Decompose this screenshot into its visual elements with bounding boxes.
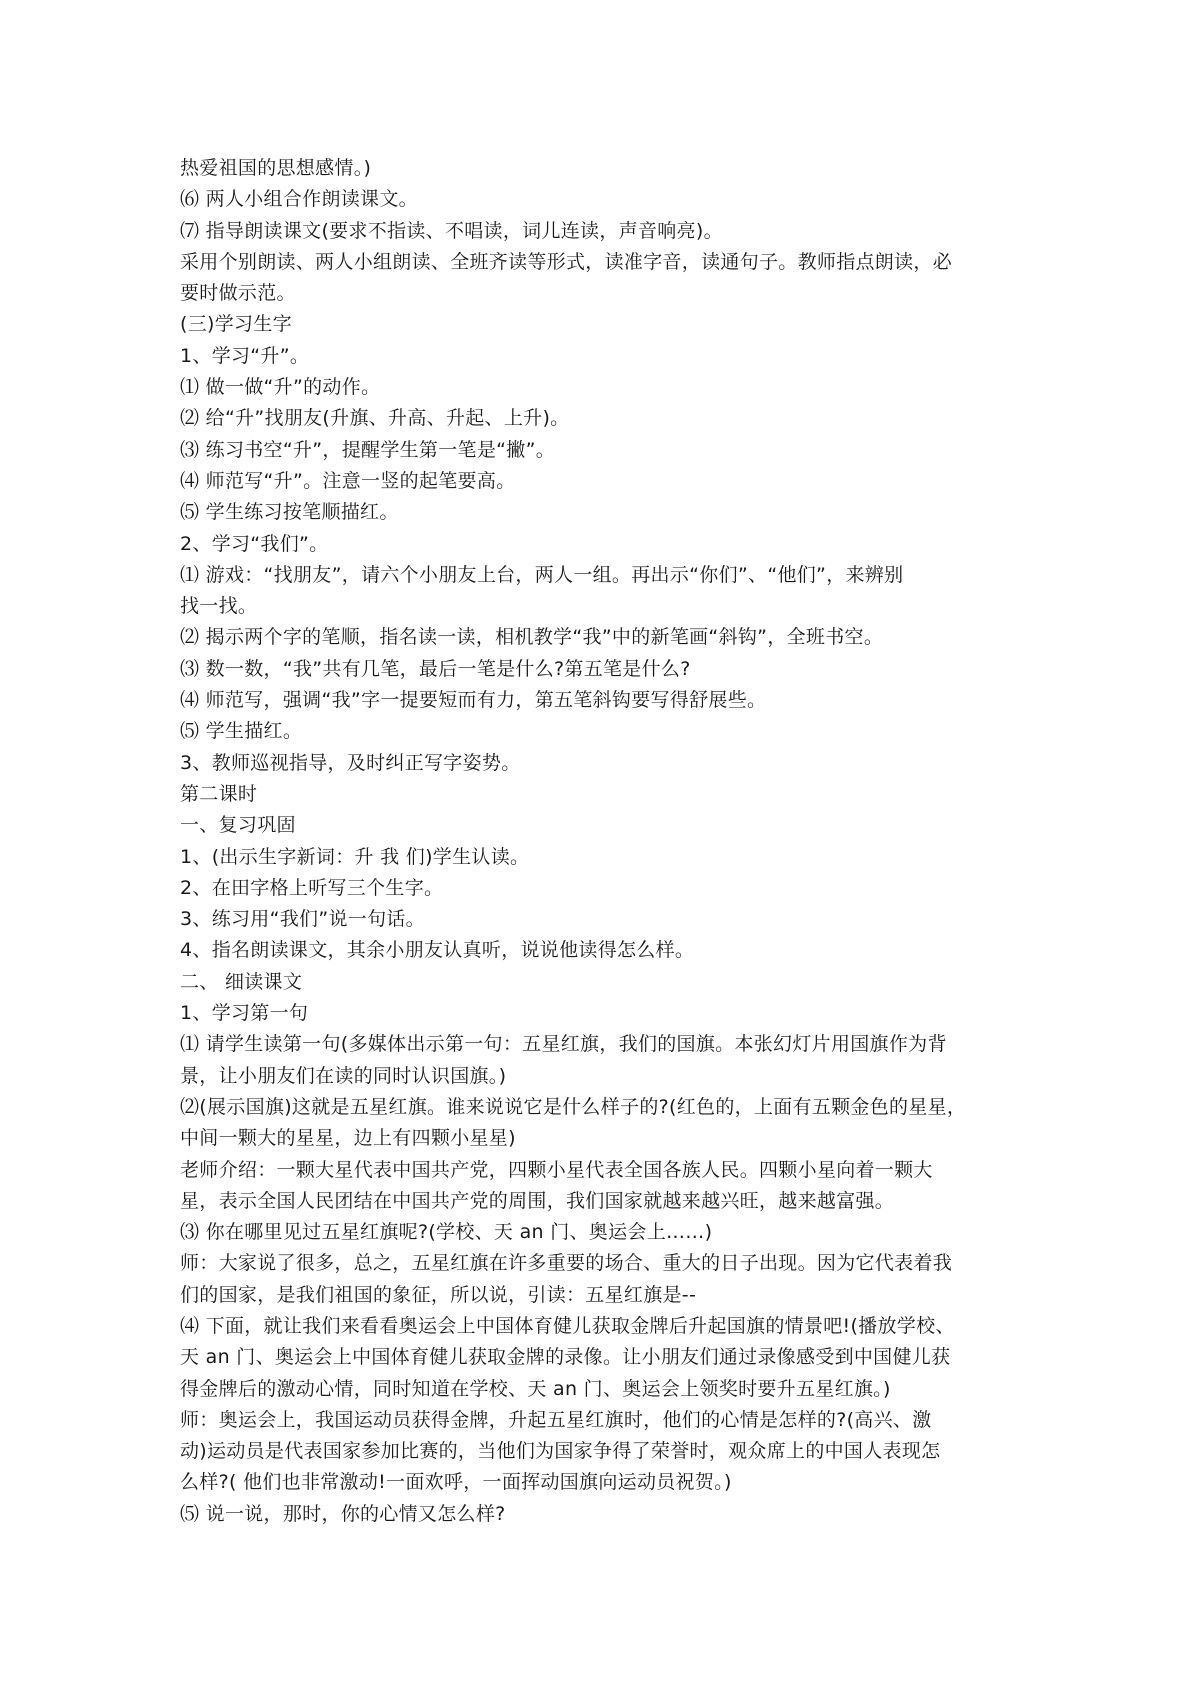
text-line: 得金牌后的激动心情，同时知道在学校、天 an 门、奥运会上领奖时要升五星红旗。) bbox=[180, 1377, 891, 1400]
text-line: 热爱祖国的思想感情。) bbox=[180, 157, 372, 179]
text-line: 们的国家，是我们祖国的象征，所以说，引读：五星红旗是-- bbox=[180, 1283, 697, 1306]
text-line: ⑷ 师范写“升”。注意一竖的起笔要高。 bbox=[180, 469, 516, 492]
text-line: ⑺ 指导朗读课文(要求不指读、不唱读，词儿连读，声音响亮)。 bbox=[180, 219, 723, 242]
text-line: ⑵ 揭示两个字的笔顺，指名读一读，相机教学“我”中的新笔画“斜钩”，全班书空。 bbox=[180, 626, 884, 649]
text-line: 4、指名朗读课文，其余小朋友认真听，说说他读得怎么样。 bbox=[180, 939, 695, 962]
text-line: 采用个别朗读、两人小组朗读、全班齐读等形式，读准字音，读通句子。教师指点朗读，必 bbox=[180, 250, 953, 273]
text-line: 3、教师巡视指导，及时纠正写字姿势。 bbox=[180, 751, 521, 774]
text-line: 找一找。 bbox=[180, 595, 258, 618]
text-line: ⑷ 下面，就让我们来看看奥运会上中国体育健儿获取金牌后升起国旗的情景吧!(播放学校、 bbox=[180, 1314, 955, 1337]
section-heading: 一、复习巩固 bbox=[180, 814, 296, 837]
text-line: 师：奥运会上，我国运动员获得金牌，升起五星红旗时，他们的心情是怎样的?(高兴、激 bbox=[180, 1408, 932, 1431]
text-line: ⑸ 学生练习按笔顺描红。 bbox=[180, 501, 399, 524]
text-line: 景，让小朋友们在读的同时认识国旗。) bbox=[180, 1064, 507, 1087]
text-line: ⑹ 两人小组合作朗读课文。 bbox=[180, 188, 418, 211]
text-line: ⑴ 做一做“升”的动作。 bbox=[180, 376, 381, 399]
text-line: ⑶ 练习书空“升”，提醒学生第一笔是“撇”。 bbox=[180, 438, 556, 461]
section-heading: 二、 细读课文 bbox=[180, 970, 303, 993]
section-heading: (三)学习生字 bbox=[180, 313, 292, 336]
text-line: ⑴ 游戏：“找朋友”，请六个小朋友上台，两人一组。再出示“你们”、“他们”，来辨别 bbox=[180, 563, 904, 586]
text-line: 1、(出示生字新词：升 我 们)学生认读。 bbox=[180, 845, 530, 868]
text-line: ⑵ 给“升”找朋友(升旗、升高、升起、上升)。 bbox=[180, 407, 570, 430]
section-heading: 第二课时 bbox=[180, 782, 258, 805]
text-line: ⑷ 师范写，强调“我”字一提要短而有力，第五笔斜钩要写得舒展些。 bbox=[180, 689, 767, 712]
text-line: 动)运动员是代表国家参加比赛的，当他们为国家争得了荣誉时，观众席上的中国人表现怎 bbox=[180, 1440, 941, 1463]
text-line: 老师介绍：一颗大星代表中国共产党，四颗小星代表全国各族人民。四颗小星向着一颗大 bbox=[180, 1158, 933, 1181]
text-line: 要时做示范。 bbox=[180, 282, 296, 305]
text-line: ⑸ 说一说，那时，你的心情又怎么样? bbox=[180, 1502, 506, 1525]
text-line: 中间一颗大的星星，边上有四颗小星星) bbox=[180, 1127, 516, 1150]
text-line: 2、学习“我们”。 bbox=[180, 532, 329, 555]
text-line: 天 an 门、奥运会上中国体育健儿获取金牌的录像。让小朋友们通过录像感受到中国健儿获 bbox=[180, 1346, 951, 1369]
text-line: ⑴ 请学生读第一句(多媒体出示第一句：五星红旗，我们的国旗。本张幻灯片用国旗作为背 bbox=[180, 1033, 947, 1056]
text-line: 星，表示全国人民团结在中国共产党的周围，我们国家就越来越兴旺，越来越富强。 bbox=[180, 1189, 895, 1212]
text-line: ⑶ 数一数，“我”共有几笔，最后一笔是什么?第五笔是什么? bbox=[180, 657, 691, 680]
text-line: 师：大家说了很多，总之，五星红旗在许多重要的场合、重大的日子出现。因为它代表着我 bbox=[180, 1252, 953, 1275]
text-line: 2、在田字格上听写三个生字。 bbox=[180, 876, 444, 899]
text-line: 3、练习用“我们”说一句话。 bbox=[180, 908, 425, 931]
text-line: ⑵(展示国旗)这就是五星红旗。谁来说说它是什么样子的?(红色的，上面有五颗金色的星星， bbox=[180, 1095, 967, 1118]
text-line: 么样?( 他们也非常激动!一面欢呼，一面挥动国旗向运动员祝贺。) bbox=[180, 1471, 732, 1494]
text-line: ⑸ 学生描红。 bbox=[180, 720, 303, 743]
text-line: 1、学习“升”。 bbox=[180, 344, 310, 367]
document-body bbox=[180, 153, 1020, 1530]
text-line: 1、学习第一句 bbox=[180, 1002, 309, 1025]
text-line: ⑶ 你在哪里见过五星红旗呢?(学校、天 an 门、奥运会上……) bbox=[180, 1221, 713, 1244]
